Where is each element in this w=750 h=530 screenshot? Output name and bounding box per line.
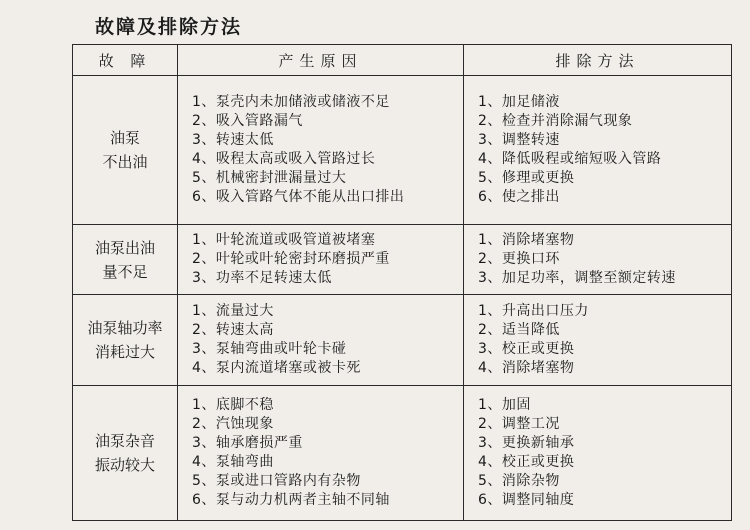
cause-item: 3、轴承磨损严重: [192, 435, 303, 451]
cause-cell: [178, 295, 464, 386]
cause-item: 4、泵轴弯曲: [192, 454, 274, 470]
remedy-item: 1、加足储液: [478, 94, 560, 110]
remedy-cell: [464, 76, 732, 225]
remedy-item: 3、校正或更换: [478, 341, 575, 357]
header-fault: 故 障: [73, 45, 178, 76]
cause-cell: [178, 386, 464, 521]
cause-item: 3、泵轴弯曲或叶轮卡碰: [192, 341, 347, 357]
remedy-item: 1、加固: [478, 397, 531, 413]
cause-item: 2、叶轮或叶轮密封环磨损严重: [192, 251, 390, 267]
remedy-item: 2、适当降低: [478, 322, 560, 338]
remedy-item: 2、调整工况: [478, 416, 560, 432]
remedy-cell: [464, 225, 732, 295]
fault-cell: [73, 225, 178, 295]
remedy-item: 4、消除堵塞物: [478, 360, 575, 376]
fault-cell: [73, 76, 178, 225]
fault-cell: [73, 295, 178, 386]
fault-line: 消耗过大: [94, 343, 155, 361]
cause-item: 1、泵壳内未加储液或储液不足: [192, 94, 390, 110]
cause-item: 1、叶轮流道或吸管道被堵塞: [192, 232, 376, 248]
cause-item: 5、泵或进口管路内有杂物: [192, 473, 361, 489]
cause-item: 4、吸程太高或吸入管路过长: [192, 151, 376, 167]
cause-item: 3、转速太低: [192, 132, 274, 148]
cause-item: 1、流量过大: [192, 303, 274, 319]
cause-item: 3、功率不足转速太低: [192, 270, 332, 286]
fault-line: 量不足: [102, 262, 148, 281]
remedy-item: 3、加足功率，调整至额定转速: [478, 270, 676, 286]
cause-item: 2、吸入管路漏气: [192, 113, 303, 129]
header-remedy: 排除方法: [464, 45, 732, 76]
cause-item: 2、汽蚀现象: [192, 416, 274, 432]
cause-cell: [178, 225, 464, 295]
cause-item: 5、机械密封泄漏量过大: [192, 170, 347, 186]
table-row: [73, 225, 732, 295]
fault-cell: [73, 386, 178, 521]
table-row: [73, 295, 732, 386]
cause-item: 4、泵内流道堵塞或被卡死: [192, 360, 361, 376]
table-row: [73, 76, 732, 225]
header-cause: 产生原因: [178, 45, 464, 76]
remedy-item: 1、升高出口压力: [478, 303, 589, 319]
remedy-item: 4、降低吸程或缩短吸入管路: [478, 151, 662, 167]
fault-table: [72, 44, 732, 521]
cause-item: 6、泵与动力机两者主轴不同轴: [192, 492, 390, 508]
fault-line: 油泵轴功率: [87, 319, 163, 337]
remedy-cell: [464, 295, 732, 386]
fault-line: 不出油: [102, 153, 148, 171]
remedy-item: 3、更换新轴承: [478, 435, 575, 451]
remedy-item: 3、调整转速: [478, 132, 560, 148]
fault-line: 油泵出油: [94, 238, 155, 257]
remedy-item: 6、使之排出: [478, 189, 560, 205]
fault-line: 油泵杂音: [94, 432, 155, 450]
remedy-item: 5、修理或更换: [478, 170, 575, 186]
fault-line: 振动较大: [94, 456, 155, 474]
remedy-item: 5、消除杂物: [478, 473, 560, 489]
cause-cell: [178, 76, 464, 225]
fault-line: 油泵: [109, 129, 140, 147]
cause-item: 6、吸入管路气体不能从出口排出: [192, 189, 405, 205]
remedy-item: 2、更换口环: [478, 251, 560, 267]
remedy-cell: [464, 386, 732, 521]
remedy-item: 6、调整同轴度: [478, 492, 575, 508]
header-row: [73, 45, 732, 76]
cause-item: 1、底脚不稳: [192, 397, 274, 413]
remedy-item: 2、检查并消除漏气现象: [478, 113, 633, 129]
remedy-item: 4、校正或更换: [478, 454, 575, 470]
remedy-item: 1、消除堵塞物: [478, 232, 575, 248]
cause-item: 2、转速太高: [192, 322, 274, 338]
page-title: 故障及排除方法: [95, 16, 243, 38]
table-row: [73, 386, 732, 521]
